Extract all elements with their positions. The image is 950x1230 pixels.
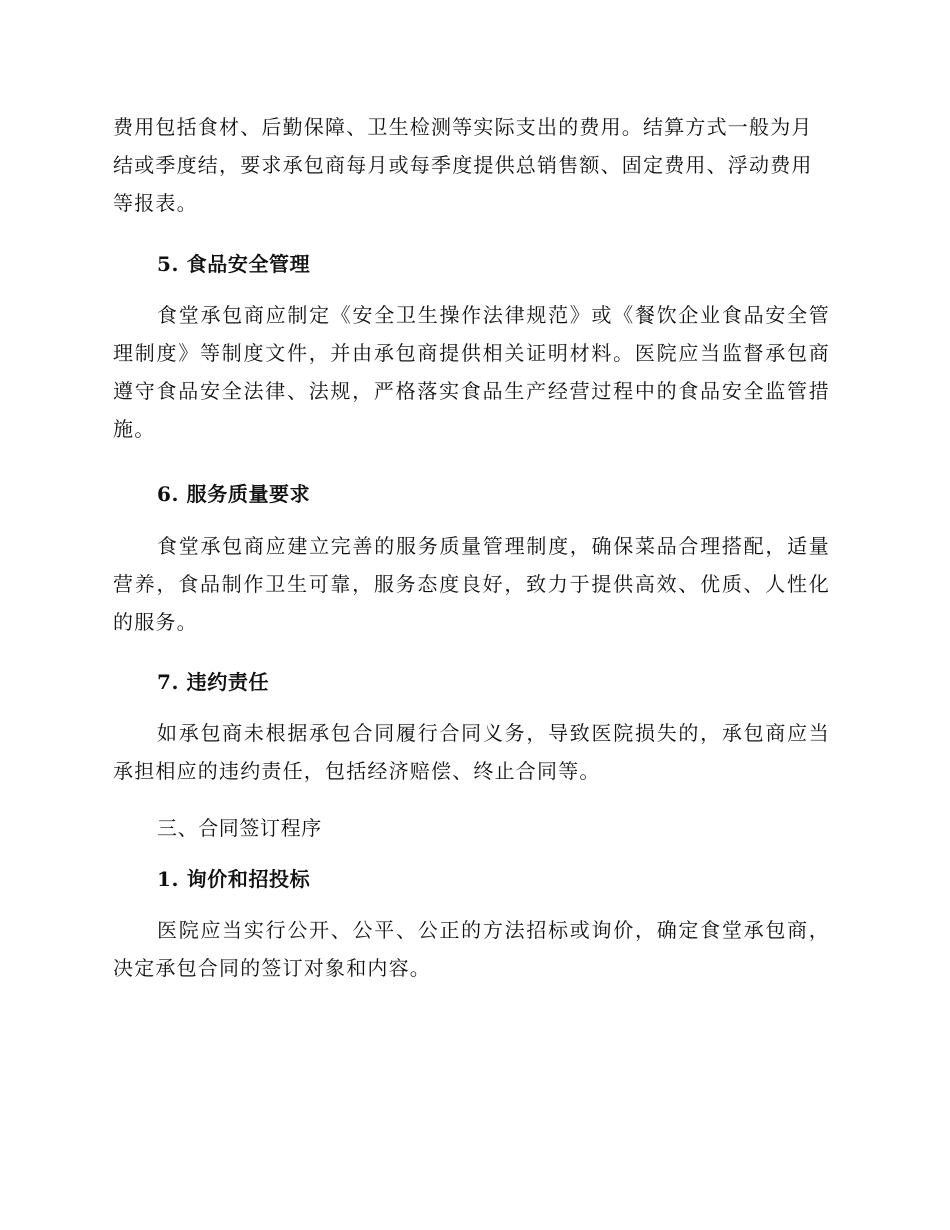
- heading-food-safety: 5. 食品安全管理: [157, 252, 311, 276]
- paragraph-breach-liability: 如承包商未根据承包合同履行合同义务，导致医院损失的，承包商应当承担相应的违约责任，包括经济赔偿、终止合同等。: [113, 721, 830, 783]
- paragraph-food-safety: 食堂承包商应制定《安全卫生操作法律规范》或《餐饮企业食品安全管理制度》等制度文件，并由承包商提供相关证明材料。医院应当监督承包商遵守食品安全法律、法规，严格落实食品生产经营过程中的食品安全监管措施。: [113, 303, 830, 441]
- heading-service-quality: 6. 服务质量要求: [157, 482, 311, 506]
- heading-contract-procedure: 三、合同签订程序: [157, 816, 322, 840]
- heading-bidding: 1. 询价和招投标: [157, 867, 311, 891]
- paragraph-bidding: 医院应当实行公开、公平、公正的方法招标或询价，确定食堂承包商，决定承包合同的签订对象和内容。: [113, 918, 830, 980]
- heading-breach-liability: 7. 违约责任: [157, 670, 270, 694]
- paragraph-service-quality: 食堂承包商应建立完善的服务质量管理制度，确保菜品合理搭配，适量营养，食品制作卫生可靠，服务态度良好，致力于提供高效、优质、人性化的服务。: [113, 534, 830, 634]
- paragraph-settlement: 费用包括食材、后勤保障、卫生检测等实际支出的费用。结算方式一般为月结或季度结，要求承包商每月或每季度提供总销售额、固定费用、浮动费用等报表。: [113, 115, 813, 215]
